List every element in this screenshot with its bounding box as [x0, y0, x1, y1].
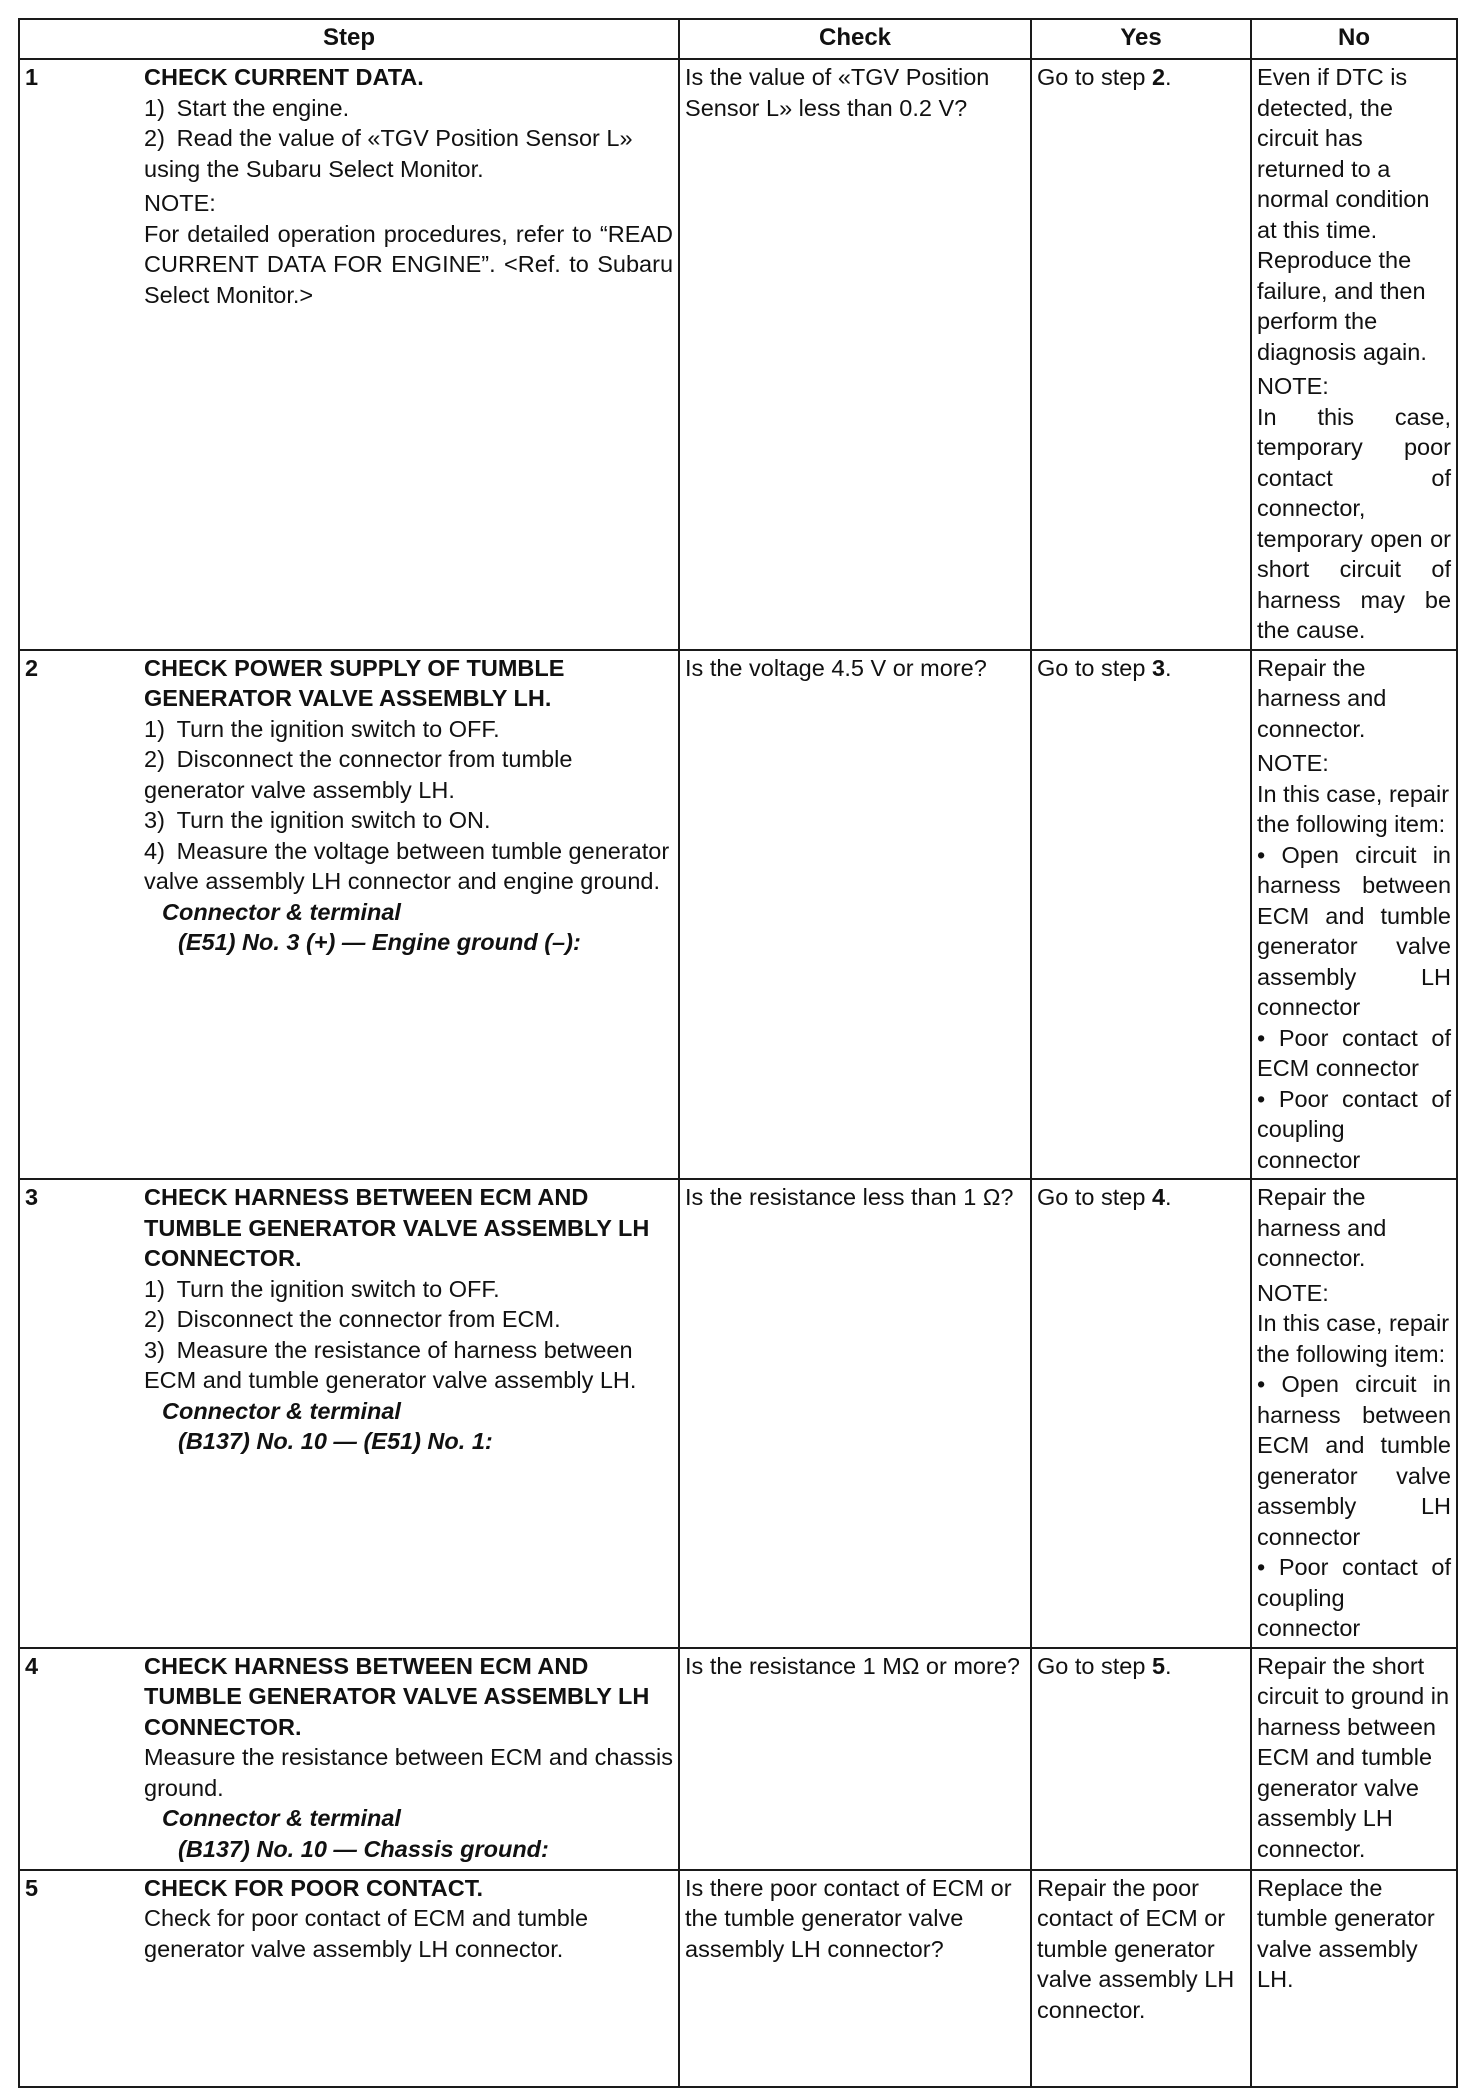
check-cell: Is the value of «TGV Position Sensor L» less than 0.2 V? — [679, 59, 1031, 650]
table-row — [19, 59, 1457, 650]
step-description — [139, 650, 679, 1180]
no-text: Even if DTC is detected, the circuit has returned to a normal condition at this time. Reproduce the failure, and then perform the diagnosis again. — [1257, 64, 1430, 365]
step-title: CHECK CURRENT DATA. — [144, 64, 424, 90]
step-item: 2) Disconnect the connector from ECM. — [144, 1306, 561, 1332]
header-no: No — [1251, 19, 1457, 59]
table-header-row — [19, 19, 1457, 59]
no-bullet-item: • Open circuit in harness between ECM and tumble generator valve assembly LH connector — [1257, 1371, 1452, 1550]
note-label: NOTE: — [144, 190, 216, 216]
connector-label: Connector & terminal — [162, 1805, 401, 1831]
step-item: 1) Turn the ignition switch to OFF. — [144, 1275, 500, 1302]
header-check: Check — [679, 19, 1031, 59]
no-cell — [1251, 59, 1457, 650]
yes-step-ref: 5 — [1151, 1652, 1166, 1679]
connector-terminal: (E51) No. 3 (+) — Engine ground (–): — [178, 929, 581, 955]
no-bullet-item: • Poor contact of coupling connector — [1257, 1554, 1452, 1641]
check-cell: Is the resistance 1 MΩ or more? — [679, 1648, 1031, 1870]
no-cell: Replace the tumble generator valve assembly LH. — [1251, 1870, 1457, 2087]
step-number: 2 — [19, 650, 139, 1180]
yes-step-ref: 4 — [1151, 1184, 1166, 1210]
yes-cell: Go to step 2. — [1031, 59, 1251, 650]
table-row — [19, 1648, 1457, 1870]
yes-cell: Go to step 5. — [1031, 1648, 1251, 1870]
step-description — [139, 1870, 679, 2087]
check-cell: Is the resistance less than 1 Ω? — [679, 1179, 1031, 1648]
connector-terminal: (B137) No. 10 — (E51) No. 1: — [178, 1428, 493, 1454]
step-number: 4 — [19, 1648, 139, 1870]
step-item: 1) Turn the ignition switch to OFF. — [144, 715, 500, 742]
step-body: Check for poor contact of ECM and tumble generator valve assembly LH connector. — [144, 1905, 589, 1962]
no-cell — [1251, 1179, 1457, 1648]
yes-text: Go to step — [1037, 1184, 1152, 1210]
connector-label: Connector & terminal — [162, 1397, 401, 1424]
check-cell: Is the voltage 4.5 V or more? — [679, 650, 1031, 1180]
step-number: 3 — [19, 1179, 139, 1648]
check-cell: Is there poor contact of ECM or the tumble generator valve assembly LH connector? — [679, 1870, 1031, 2087]
step-item: 2) Disconnect the connector from tumble generator valve assembly LH. — [144, 746, 573, 803]
no-note-label: NOTE: — [1257, 373, 1329, 399]
yes-cell: Repair the poor contact of ECM or tumble generator valve assembly LH connector. — [1031, 1870, 1251, 2087]
yes-text: Go to step — [1037, 654, 1152, 681]
step-item: 4) Measure the voltage between tumble generator valve assembly LH connector and engine ground. — [144, 837, 670, 894]
table-row — [19, 1870, 1457, 2087]
yes-text: Go to step — [1037, 1652, 1152, 1679]
no-note-label: NOTE: — [1257, 1279, 1329, 1306]
table-row — [19, 650, 1457, 1180]
no-text: Repair the harness and connector. — [1257, 654, 1387, 742]
diagnostic-table — [18, 18, 1458, 2088]
step-number: 5 — [19, 1870, 139, 2087]
no-note-text: In this case, temporary poor contact of connector, temporary open or short circuit of harness may be the cause. — [1257, 403, 1452, 643]
yes-cell: Go to step 3. — [1031, 650, 1251, 1180]
yes-step-ref: 2 — [1151, 64, 1166, 90]
no-note-label: NOTE: — [1257, 750, 1329, 776]
step-title: CHECK HARNESS BETWEEN ECM AND TUMBLE GENERATOR VALVE ASSEMBLY LH CONNECTOR. — [144, 1184, 650, 1271]
yes-cell: Go to step 4. — [1031, 1179, 1251, 1648]
step-item: 3) Turn the ignition switch to ON. — [144, 807, 491, 833]
yes-step-ref: 3 — [1151, 654, 1166, 681]
no-note-text: In this case, repair the following item: — [1257, 1310, 1450, 1367]
note-text: For detailed operation procedures, refer to “READ CURRENT DATA FOR ENGINE”. <Ref. to Subaru Select Monitor.> — [144, 220, 674, 308]
connector-label: Connector & terminal — [162, 898, 401, 925]
step-item: 3) Measure the resistance of harness between ECM and tumble generator valve assembly LH. — [144, 1336, 637, 1393]
no-text: Repair the harness and connector. — [1257, 1184, 1387, 1271]
header-step: Step — [19, 19, 679, 59]
step-number: 1 — [19, 59, 139, 650]
table-row — [19, 1179, 1457, 1648]
no-note-text: In this case, repair the following item: — [1257, 780, 1450, 837]
no-bullet-item: • Poor contact of coupling connector — [1257, 1085, 1452, 1173]
step-item: 1) Start the engine. — [144, 94, 350, 121]
step-description — [139, 1179, 679, 1648]
no-cell: Repair the short circuit to ground in harness between ECM and tumble generator valve assembly LH connector. — [1251, 1648, 1457, 1870]
step-description — [139, 1648, 679, 1870]
no-bullet-item: • Open circuit in harness between ECM and tumble generator valve assembly LH connector — [1257, 841, 1452, 1020]
step-body: Measure the resistance between ECM and chassis ground. — [144, 1744, 674, 1801]
no-cell — [1251, 650, 1457, 1180]
step-description — [139, 59, 679, 650]
yes-text: Go to step — [1037, 64, 1152, 90]
no-bullet-item: • Poor contact of ECM connector — [1257, 1024, 1452, 1081]
header-yes: Yes — [1031, 19, 1251, 59]
step-title: CHECK FOR POOR CONTACT. — [144, 1874, 484, 1901]
step-title: CHECK HARNESS BETWEEN ECM AND TUMBLE GENERATOR VALVE ASSEMBLY LH CONNECTOR. — [144, 1652, 650, 1740]
connector-terminal: (B137) No. 10 — Chassis ground: — [178, 1835, 549, 1862]
step-title: CHECK POWER SUPPLY OF TUMBLE GENERATOR VALVE ASSEMBLY LH. — [144, 654, 565, 711]
step-item: 2) Read the value of «TGV Position Sensor L» using the Subaru Select Monitor. — [144, 125, 633, 182]
